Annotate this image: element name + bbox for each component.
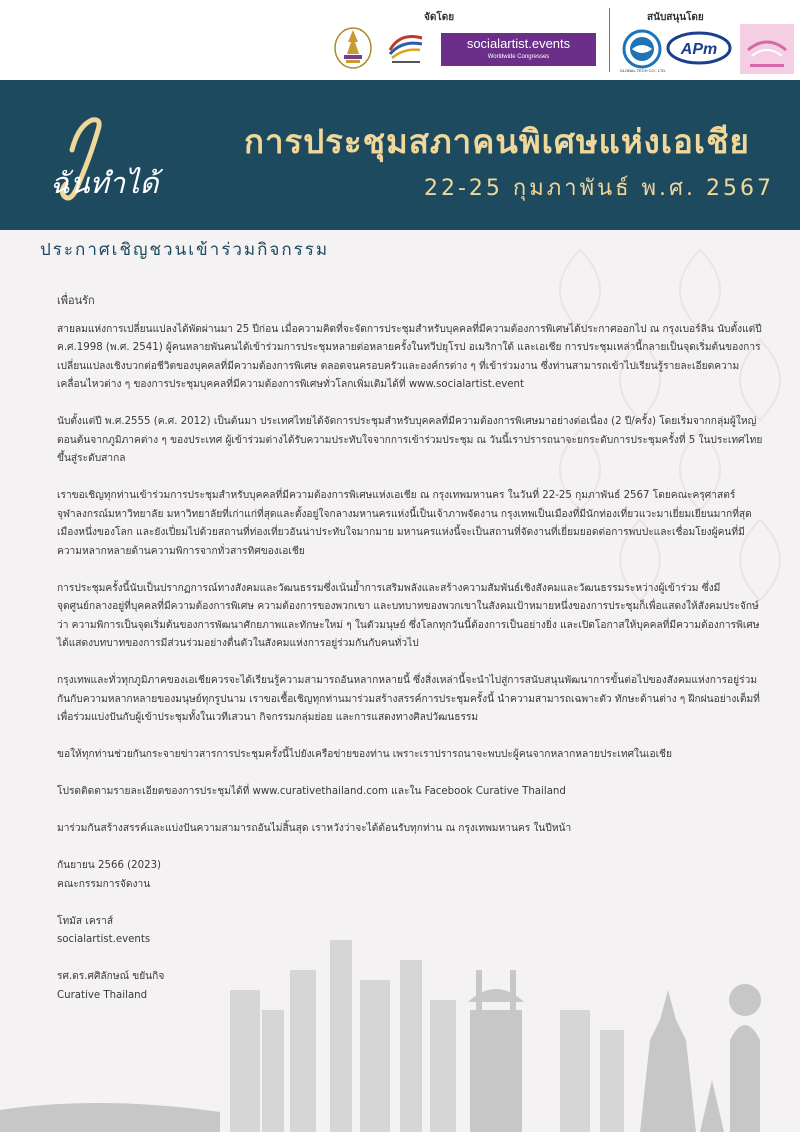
letter-date-block (57, 857, 765, 894)
letter-greeting: เพื่อนรัก (57, 294, 95, 307)
event-title: การประชุมสภาคนพิเศษแห่งเอเชีย (244, 122, 750, 161)
curative-thailand-logo (384, 28, 428, 68)
event-date: 22-25 กุมภาพันธ์ พ.ศ. 2567 (424, 176, 774, 201)
signer-2-name: รศ.ดร.ศศิลักษณ์ ขยันกิจ (57, 971, 165, 982)
brand-slogan: ฉันทำได้ (50, 166, 159, 200)
announcement-heading: ประกาศเชิญชวนเข้าร่วมกิจกรรม (40, 240, 330, 260)
signer-1-name: โทมัส เคราส์ (57, 915, 114, 927)
paragraph-share-news: ขอให้ทุกท่านช่วยกันกระจายข่าวสารการประชุมครั้งนี้ไปยังเครือข่ายของท่าน เพราะเราปรารถนาจะพบปะผู้คนจากหลากหลายประเทศในเอเชีย (57, 749, 672, 760)
apm-logo-text: APm (680, 41, 718, 58)
paragraph-history: สายลมแห่งการเปลี่ยนแปลงได้พัดผ่านมา 25 ปีก่อน เมื่อความคิดที่จะจัดการประชุมสำหรับบุคคลที่มีความต้องการพิเศษได้ประกาศออกไป ณ กรุงเบอร์ลิน นับตั้งแต่ปี ค.ศ.1998 (พ.ศ. 2541) ผู้คนหลายพันคนได้เข้าร่วมการประชุมหลายต่อหลายครั้งในทวีปยุโรป อเมริกาใต้ และเอเชีย การประชุมเหล่านี้กลายเป็นจุดเริ่มต้นของการเปลี่ยนแปลงเชิงบวกต่อชีวิตของบุคคลที่มีความต้องการพิเศษ ตลอดจนครอบครัวและองค์กรต่าง ๆ ที่เข้าร่วมงาน ซึ่งท่านสามารถเข้าไปเรียนรู้รายละเอียดความเคลื่อนไหวต่าง ๆ ของการประชุมบุคคลที่มีความต้องการพิเศษทั่วโลกเพิ่มเติมได้ที่ www.socialartist.event (57, 323, 762, 390)
letter-date: กันยายน 2566 (2023) (57, 860, 162, 871)
supported-by-label: สนับสนุนโดย (647, 12, 704, 23)
paragraph-participation: กรุงเทพและทั่วทุกภูมิภาคของเอเชียควรจะได้เรียนรู้ความสามารถอันหลากหลายนี้ ซึ่งสิ่งเหล่านี้จะนำไปสู่การสนับสนุนพัฒนาการขั้นต่อไปของสังคมแห่งการอยู่ร่วมกันกับความหลากหลายของมนุษย์ทุกรูปนาม เราขอเชื้อเชิญทุกท่านมาร่วมสร้างสรรค์การประชุมครั้งนี้ นำความสามารถเฉพาะตัว ทักษะด้านต่าง ๆ ฝีกฝนอย่างเต็มที่เพื่อร่วมแบ่งปันกับผู้เข้าประชุมทั้งในเวทีเสวนา กิจกรรมกลุ่มย่อย และการแสดงทางศิลปวัฒนธรรม (57, 675, 760, 723)
gtech-caption: GLOBAL TECH CO., LTD. (619, 68, 667, 73)
paragraph-invitation: เราขอเชิญทุกท่านเข้าร่วมการประชุมสำหรับบุคคลที่มีความต้องการพิเศษแห่งเอเชีย ณ กรุงเทพมหานคร ในวันที่ 22-25 กุมภาพันธ์ 2567 โดยคณะครุศาสตร์ จุฬาลงกรณ์มหาวิทยาลัย มหาวิทยาลัยที่เก่าแก่ที่สุดและตั้งอยู่ใจกลางมหานครแห่งนี้เป็นเจ้าภาพจัดงาน กรุงเทพเป็นเมืองที่มีนักท่องเที่ยวแวะมาเยี่ยมเยียนมากที่สุดเมืองหนึ่งของโลก และยังเปี่ยมไปด้วยสถานที่ท่องเที่ยวอันน่าประทับใจมากมาย มหานครแห่งนี้จะเป็นสถานที่จัดงานที่เยี่ยมยอดต่อการพบปะและเชื่อมโยงผู้คนที่มีความหลากหลายด้านความพิการจากทั่วสารทิศของเอเชีย (57, 490, 752, 557)
signer-block-2 (57, 968, 765, 1005)
logo-divider (609, 8, 610, 72)
organizer-logo-tagline: Worldwide Congresses (487, 54, 550, 60)
signer-1-org: socialartist.events (57, 934, 151, 945)
organizer-logo-name: socialartist.events (466, 36, 571, 51)
paragraph-thailand: นับตั้งแต่ปี พ.ศ.2555 (ค.ศ. 2012) เป็นต้นมา ประเทศไทยได้จัดการประชุมสำหรับบุคคลที่มีความต้องการพิเศษมาอย่างต่อเนื่อง (2 ปี/ครั้ง) โดยเริ่มจากกลุ่มผู้ใหญ่ตอนต้นจากภูมิภาคต่าง ๆ ของประเทศ ผู้เข้าร่วมต่างได้รับความประทับใจจากการเข้าร่วมประชุม ณ วันนี้เราปรารถนาจะยกระดับการประชุมครั้งที่ 5 ในประเทศไทยขึ้นสู่ระดับสากล (57, 416, 763, 464)
signer-2-org: Curative Thailand (57, 989, 148, 1001)
sponsor-pink-logo (740, 24, 794, 74)
paragraph-closing: มาร่วมกันสร้างสรรค์และแบ่งปันความสามารถอันไม่สิ้นสุด เราหวังว่าจะได้ต้อนรับทุกท่าน ณ กรุงเทพมหานคร ในปีหน้า (57, 823, 572, 834)
university-seal-logo (333, 24, 373, 70)
apm-logo (666, 31, 732, 65)
organized-by-label: จัดโดย (424, 12, 455, 23)
paragraph-follow-details: โปรดติดตามรายละเอียดของการประชุมได้ที่ www.curativethailand.com และใน Facebook Curative Thailand (57, 786, 566, 797)
organizing-committee: คณะกรรมการจัดงาน (57, 878, 151, 890)
i-can-do-it-logo (20, 80, 210, 230)
letter-body (57, 292, 765, 1024)
socialartist-events-logo (441, 33, 596, 66)
signer-block-1 (57, 913, 765, 950)
paragraph-purpose: การประชุมครั้งนี้นับเป็นปรากฏการณ์ทางสังคมและวัฒนธรรมซึ่งเน้นย้ำการเสริมพลังและสร้างความสัมพันธ์เชิงสังคมและวัฒนธรรมระหว่างผู้เข้าร่วม ซึ่งมีจุดศูนย์กลางอยู่ที่บุคคลที่มีความต้องการพิเศษ ความต้องการของพวกเขา และบทบาทของพวกเขาในสังคมเป้าหมายหนึ่งของการประชุมก็เพื่อแสดงให้สังคมประจักษ์ว่า ความพิการเป็นจุดเริ่มต้นของการพัฒนาศักยภาพและทักษะใหม่ ๆ ในตัวมนุษย์ ซึ่งโลกทุกวันนี้ต้องการเป็นอย่างยิ่ง และเปิดโอกาสให้บุคคลที่มีความต้องการพิเศษได้แสดงบทบาทของการมีส่วนร่วมอย่างตื่นตัวในสังคมแห่งการอยู่ร่วมกันกับคนทั่วไป (57, 582, 760, 649)
